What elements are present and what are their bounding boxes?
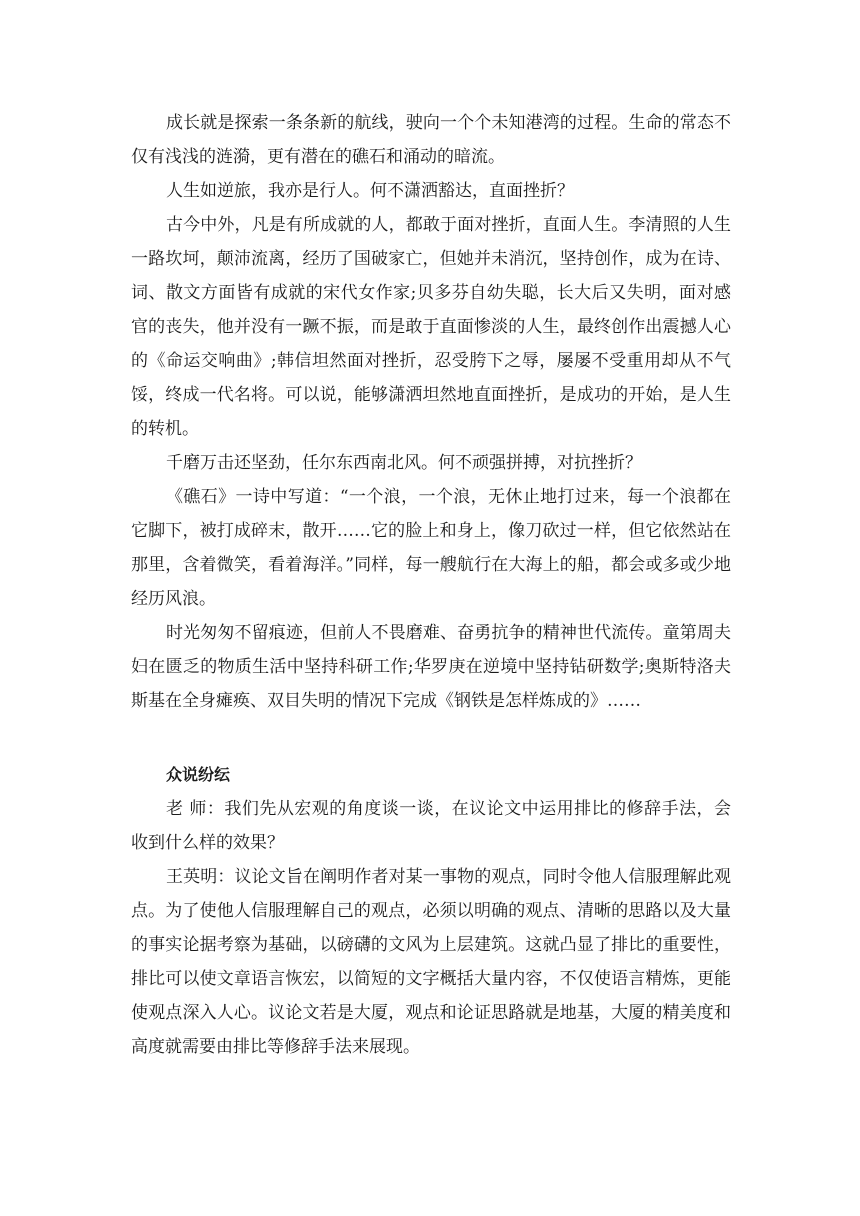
document-page	[131, 106, 731, 1064]
essay-paragraph-3: 古今中外，凡是有所成就的人，都敢于面对挫折，直面人生。李清照的人生一路坎坷，颠沛流离，经历了国破家亡，但她并未消沉，坚持创作，成为在诗、词、散文方面皆有成就的宋代女作家;贝多芬自幼失聪，长大后又失明，面对感官的丧失，他并没有一蹶不振，而是敢于直面惨淡的人生，最终创作出震撼人心的《命运交响曲》;韩信坦然面对挫折，忍受胯下之辱，屡屡不受重用却从不气馁，终成一代名将。可以说，能够潇洒坦然地直面挫折，是成功的开始，是人生的转机。	[131, 215, 731, 439]
essay-paragraph-6: 时光匆匆不留痕迹，但前人不畏磨难、奋勇抗争的精神世代流传。童第周夫妇在匮乏的物质生活中坚持科研工作;华罗庚在逆境中坚持钻研数学;奥斯特洛夫斯基在全身瘫痪、双目失明的情况下完成《钢铁是怎样炼成的》……	[131, 623, 731, 711]
essay-paragraph-1: 成长就是探索一条条新的航线，驶向一个个未知港湾的过程。生命的常态不仅有浅浅的涟漪，更有潜在的礁石和涌动的暗流。	[131, 113, 731, 167]
discussion-paragraph-1: 老 师：我们先从宏观的角度谈一谈，在议论文中运用排比的修辞手法，会收到什么样的效果？	[131, 799, 731, 853]
section-heading: 众说纷纭	[166, 765, 231, 784]
essay-paragraph-2: 人生如逆旅，我亦是行人。何不潇洒豁达，直面挫折？	[166, 181, 574, 201]
essay-paragraph-5: 《礁石》一诗中写道：“一个浪，一个浪，无休止地打过来，每一个浪都在它脚下，被打成碎末，散开……它的脸上和身上，像刀砍过一样，但它依然站在那里，含着微笑，看着海洋。”同样，每一艘航行在大海上的船，都会或多或少地经历风浪。	[131, 487, 731, 609]
section-gap	[131, 718, 731, 758]
discussion-paragraph-2: 王英明：议论文旨在阐明作者对某一事物的观点，同时令他人信服理解此观点。为了使他人信服理解自己的观点，必须以明确的观点、清晰的思路以及大量的事实论据考察为基础，以磅礴的文风为上层建筑。这就凸显了排比的重要性，排比可以使文章语言恢宏，以简短的文字概括大量内容，不仅使语言精炼，更能使观点深入人心。议论文若是大厦，观点和论证思路就是地基，大厦的精美度和高度就需要由排比等修辞手法来展现。	[131, 867, 731, 1057]
essay-paragraph-4: 千磨万击还坚劲，任尔东西南北风。何不顽强拼搏，对抗挫折？	[166, 453, 642, 473]
